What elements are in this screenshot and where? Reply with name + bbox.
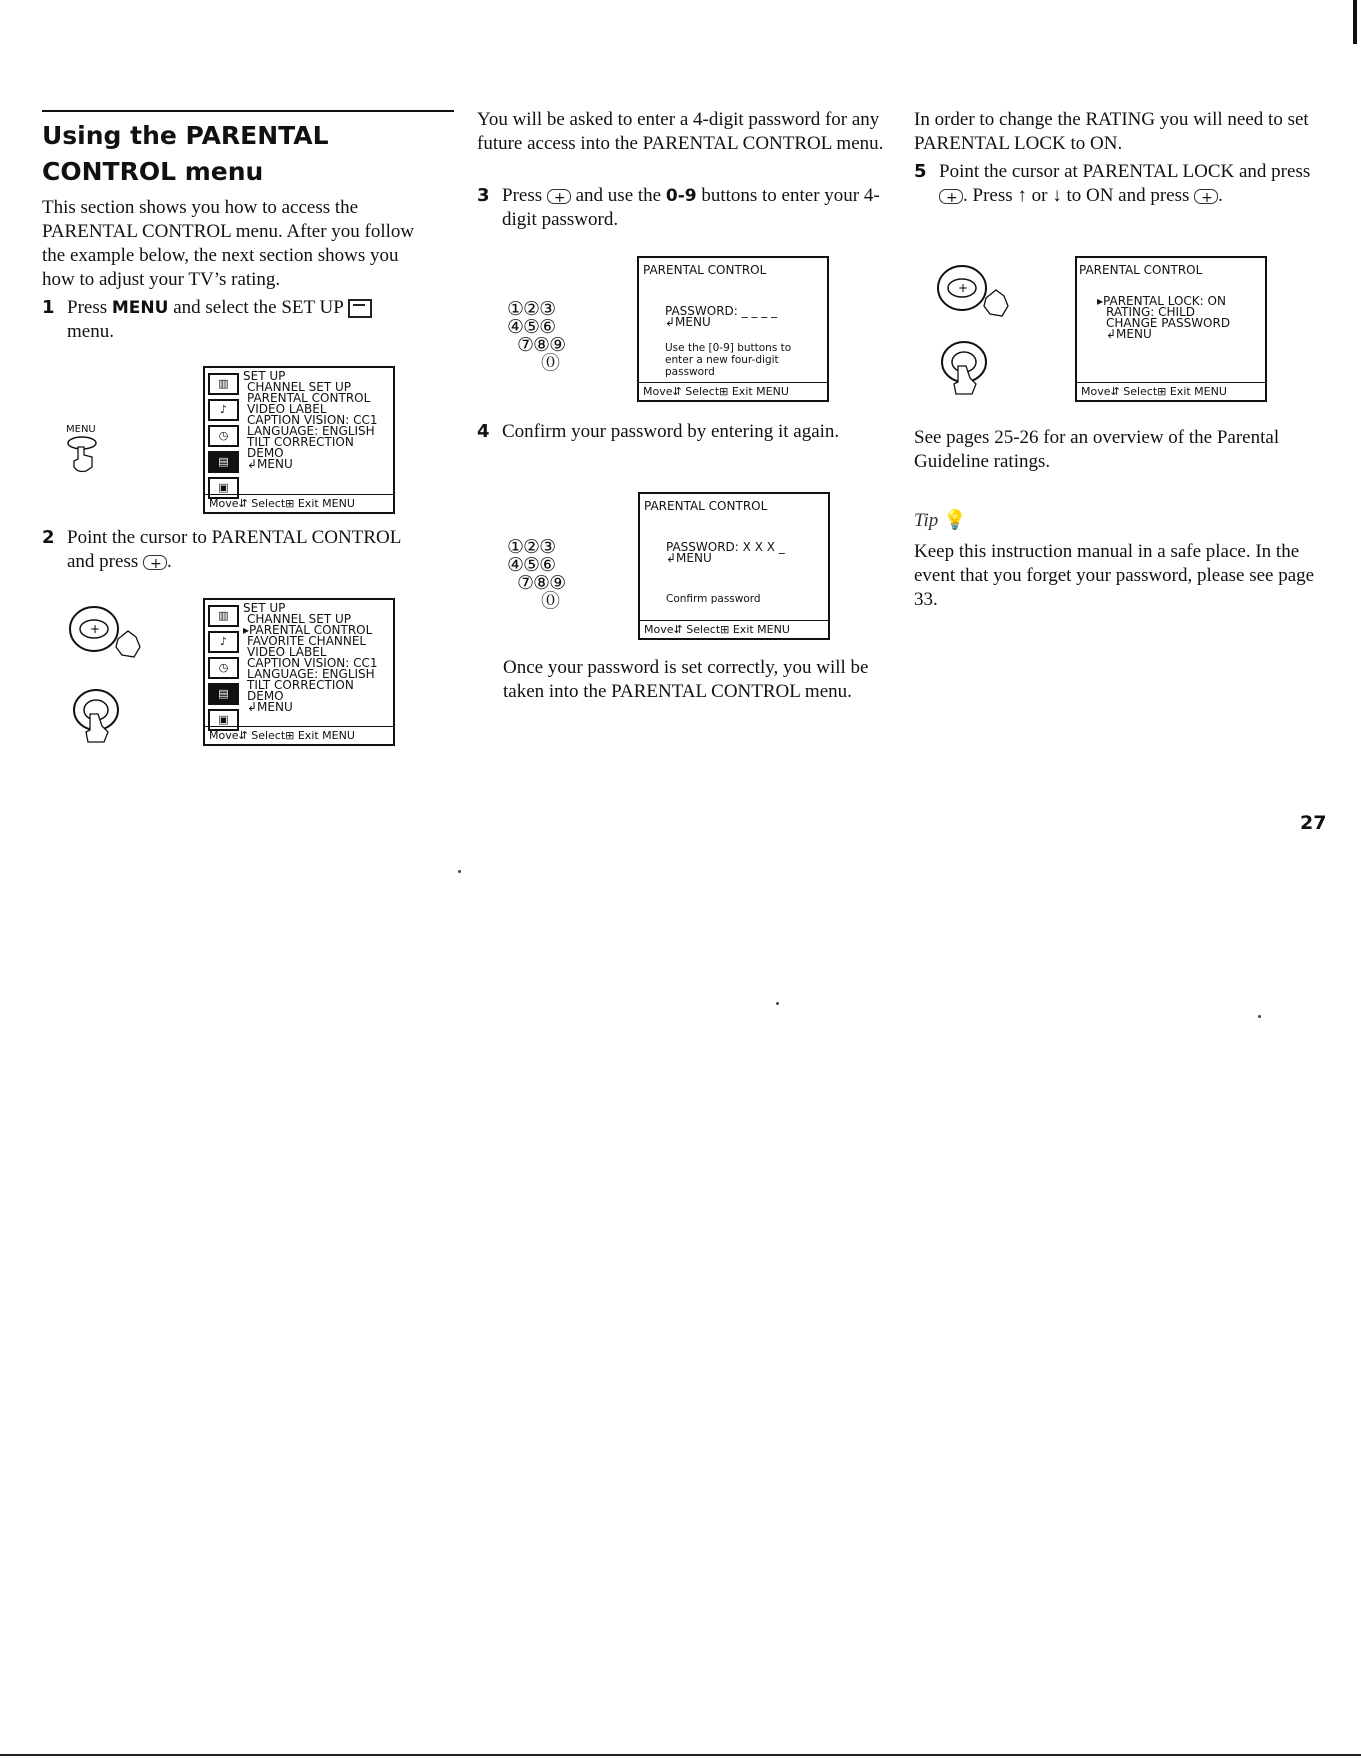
osd-line-selected: ▸PARENTAL LOCK: ON (1097, 294, 1226, 308)
tip-text: Keep this instruction manual in a safe place. In the event that you forget your password, please see page 33. (914, 541, 1315, 610)
osd-note-line: Confirm password (666, 593, 761, 605)
step-5 (914, 160, 1324, 208)
tip-heading (914, 508, 967, 532)
password-field: PASSWORD: _ _ _ _ (665, 304, 778, 318)
select-button-icon (939, 189, 963, 204)
title-rule (42, 110, 454, 112)
lightbulb-icon: 💡 (943, 510, 967, 531)
select-button-icon (547, 189, 571, 204)
osd-line: DEMO (247, 446, 284, 460)
osd-line: LANGUAGE: ENGLISH (247, 667, 375, 681)
svg-text:+: + (90, 622, 101, 636)
step-3-mid: and use the (570, 185, 666, 206)
osd-menu-lines (243, 371, 378, 470)
audio-menu-icon: ♪ (208, 399, 239, 421)
osd-line: ↲MENU (247, 457, 293, 471)
osd-header: PARENTAL CONTROL (644, 499, 768, 513)
keypad-row: ⑦⑧⑨ (517, 334, 566, 356)
osd-line: SET UP (243, 369, 286, 383)
osd-line: CHANNEL SET UP (247, 612, 352, 626)
step-4 (477, 420, 887, 444)
osd-note-line: password (665, 366, 715, 378)
step-1-bold: MENU (111, 298, 169, 318)
osd-footer: Move⇵ Select⊞ Exit MENU (640, 620, 828, 638)
osd-header: PARENTAL CONTROL (1079, 263, 1203, 277)
step-2-post: . (166, 551, 172, 572)
osd-menu-lines (665, 306, 777, 328)
osd-line: CHANGE PASSWORD (1106, 316, 1231, 330)
osd-footer: Move⇵ Select⊞ Exit MENU (639, 382, 827, 400)
keypad-row: ⓪ (541, 590, 560, 612)
osd-line: ↲MENU (1106, 327, 1152, 341)
password-field: PASSWORD: X X X _ (666, 540, 785, 554)
step-5-post: . (1218, 185, 1223, 206)
keypad-row: ④⑤⑥ (507, 554, 556, 576)
step-1-post: and select the SET UP (168, 297, 344, 318)
osd-line: FAVORITE CHANNEL (247, 634, 367, 648)
select-button-icon (143, 555, 167, 570)
step-3-number: 3 (477, 185, 490, 206)
timer-menu-icon: ◷ (208, 425, 239, 447)
intro-paragraph: This section shows you how to access the PARENTAL CONTROL menu. After you follow the example below, the next section shows you how to adjust your TV’s rating. (42, 197, 415, 290)
setup-icon (348, 299, 372, 318)
joystick-press-illustration (66, 686, 136, 746)
menu-button-illustration (66, 424, 116, 484)
hand-press-icon (66, 435, 106, 475)
page-number: 27 (1300, 812, 1327, 834)
osd-menu-lines (666, 542, 785, 564)
osd-line: ↲MENU (666, 551, 712, 565)
osd-line: SET UP (243, 601, 286, 615)
setup-menu-icon: ▤ (208, 451, 239, 473)
osd-password-screen-2 (638, 492, 830, 640)
col3-lead: In order to change the RATING you will need to set PARENTAL LOCK to ON. (914, 109, 1309, 154)
osd-footer: Move⇵ Select⊞ Exit MENU (205, 726, 393, 744)
osd-password-screen-1 (637, 256, 829, 402)
step-5-mid: . Press ↑ or ↓ to ON and press (963, 185, 1190, 206)
joystick-move-illustration (934, 262, 1024, 322)
osd-setup-screen-2 (203, 598, 395, 746)
col3-see-pages: See pages 25-26 for an overview of the Parental Guideline ratings. (914, 427, 1280, 472)
osd-header: PARENTAL CONTROL (643, 263, 767, 277)
osd-line: TILT CORRECTION (247, 435, 354, 449)
step-5-pre: Point the cursor at PARENTAL LOCK and press (939, 161, 1311, 182)
osd-icon-column (208, 605, 239, 735)
channel-menu-icon: ▣ (208, 477, 239, 499)
osd-menu-lines (243, 603, 378, 713)
number-keypad-illustration (507, 538, 565, 610)
step-2-number: 2 (42, 527, 55, 548)
step-4-text: Confirm your password by entering it again. (502, 421, 840, 442)
osd-line-selected: ▸PARENTAL CONTROL (243, 623, 373, 637)
timer-menu-icon: ◷ (208, 657, 239, 679)
step-3-bold: 0-9 (665, 186, 697, 206)
step-2 (42, 526, 422, 574)
step-4-number: 4 (477, 421, 490, 442)
menu-label: MENU (66, 424, 96, 435)
osd-note (665, 342, 791, 378)
step-3-post: buttons to enter your 4-digit password. (502, 185, 880, 230)
channel-menu-icon: ▣ (208, 709, 239, 731)
step-5-number: 5 (914, 161, 927, 182)
osd-note-line: Use the [0-9] buttons to (665, 342, 792, 354)
step-1-pre: Press (67, 297, 112, 318)
scan-speck (458, 870, 461, 873)
tip-label: Tip (914, 510, 939, 531)
keypad-row: ④⑤⑥ (507, 316, 556, 338)
osd-line: RATING: CHILD (1106, 305, 1195, 319)
keypad-row: ①②③ (507, 298, 556, 320)
page-edge-bottom (0, 1754, 1361, 1756)
osd-line: LANGUAGE: ENGLISH (247, 424, 375, 438)
osd-line: ↲MENU (247, 700, 293, 714)
video-menu-icon: ▥ (208, 373, 239, 395)
keypad-row: ①②③ (507, 536, 556, 558)
osd-line: PARENTAL CONTROL (247, 391, 371, 405)
osd-line: TILT CORRECTION (247, 678, 354, 692)
joystick-press-illustration (934, 338, 1004, 398)
osd-line: ↲MENU (665, 315, 711, 329)
col2-after: Once your password is set correctly, you will be taken into the PARENTAL CONTROL menu. (503, 657, 869, 702)
joystick-move-illustration (66, 603, 156, 663)
step-1-number: 1 (42, 297, 55, 318)
keypad-row: ⑦⑧⑨ (517, 572, 566, 594)
step-1-post2: menu. (67, 321, 114, 342)
col2-lead: You will be asked to enter a 4-digit password for any future access into the PARENTAL CONTROL menu. (477, 109, 884, 154)
osd-line: VIDEO LABEL (247, 402, 327, 416)
osd-menu-lines (1097, 296, 1230, 340)
audio-menu-icon: ♪ (208, 631, 239, 653)
osd-line: CHANNEL SET UP (247, 380, 352, 394)
osd-line: DEMO (247, 689, 284, 703)
step-3-pre: Press (502, 185, 543, 206)
step-1 (42, 296, 422, 344)
osd-footer: Move⇵ Select⊞ Exit MENU (205, 494, 393, 512)
step-2-pre: Point the cursor to PARENTAL CONTROL and press (67, 527, 401, 572)
osd-setup-screen-1 (203, 366, 395, 514)
select-button-icon (1194, 189, 1218, 204)
page-edge-mark (1353, 0, 1357, 44)
number-keypad-illustration (507, 300, 565, 372)
section-title: Using the PARENTAL CONTROL menu (42, 121, 329, 186)
step-3 (477, 184, 887, 232)
osd-footer: Move⇵ Select⊞ Exit MENU (1077, 382, 1265, 400)
scan-speck (1258, 1015, 1261, 1018)
setup-menu-icon: ▤ (208, 683, 239, 705)
osd-note-line: enter a new four-digit (665, 354, 779, 366)
osd-line: CAPTION VISION: CC1 (247, 413, 378, 427)
osd-icon-column (208, 373, 239, 503)
svg-text:+: + (958, 281, 969, 295)
osd-line: VIDEO LABEL (247, 645, 327, 659)
keypad-row: ⓪ (541, 352, 560, 374)
osd-line: CAPTION VISION: CC1 (247, 656, 378, 670)
osd-parental-lock-screen (1075, 256, 1267, 402)
scan-speck (776, 1002, 779, 1005)
video-menu-icon: ▥ (208, 605, 239, 627)
